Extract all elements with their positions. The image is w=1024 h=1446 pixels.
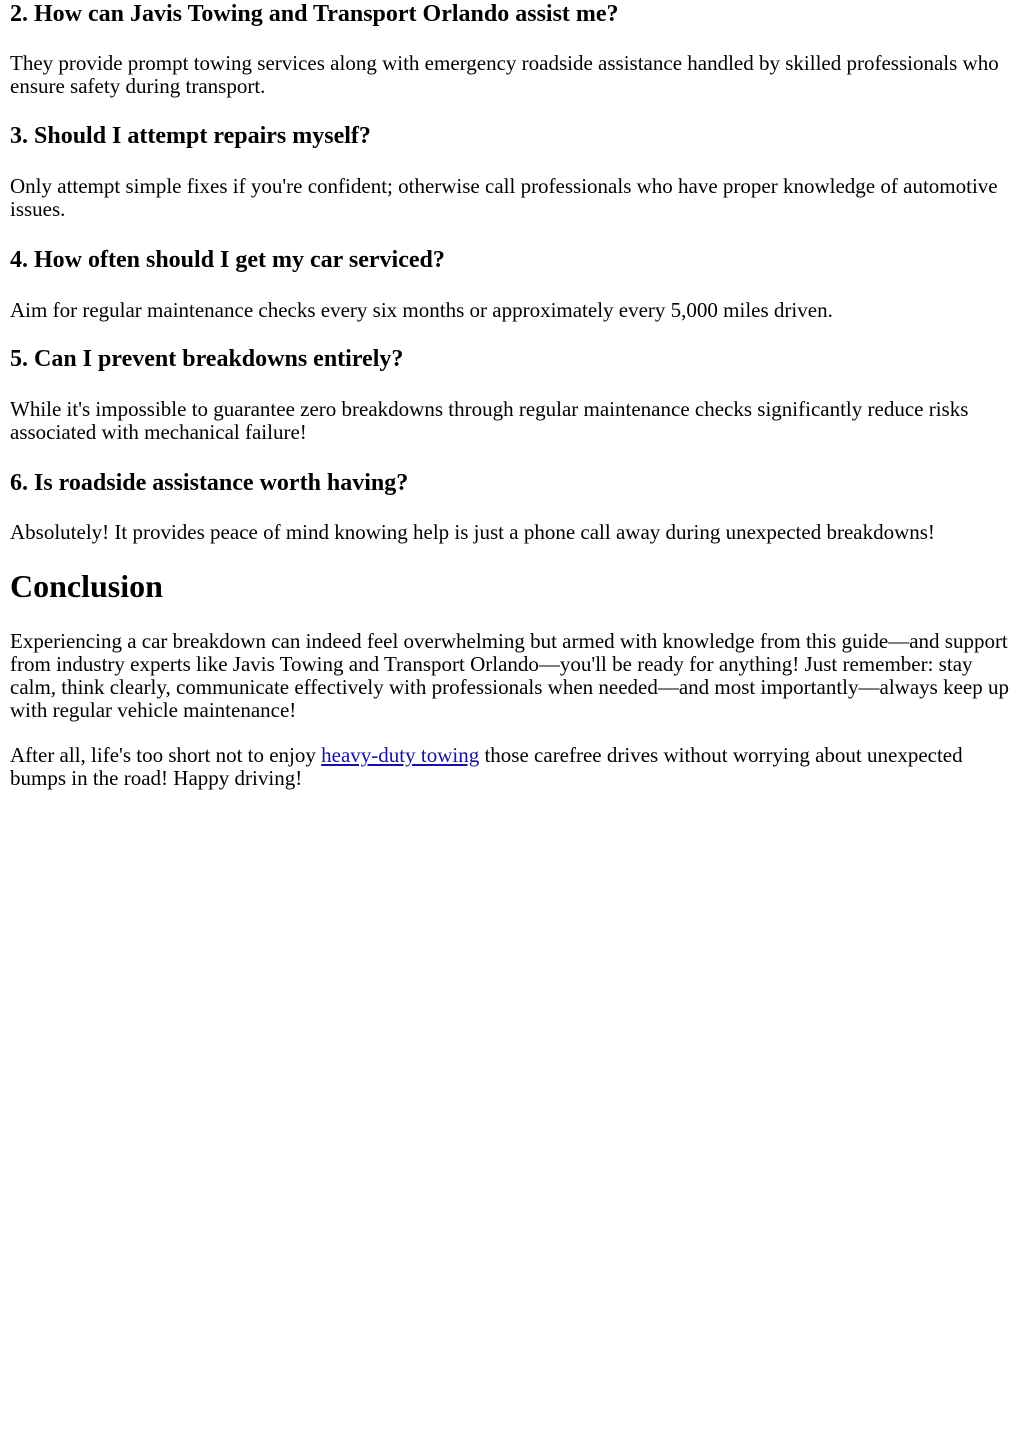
faq-answer-3: Only attempt simple fixes if you're confident; otherwise call professionals who have proper knowledge of automotive issues.: [10, 174, 998, 221]
faq-question-3: 3. Should I attempt repairs myself?: [10, 123, 371, 149]
faq-answer-5: While it's impossible to guarantee zero breakdowns through regular maintenance checks significantly reduce risks associated with mechanical failure!: [10, 397, 969, 444]
faq-question-6: 6. Is roadside assistance worth having?: [10, 470, 409, 496]
heavy-duty-towing-link[interactable]: heavy-duty towing: [321, 743, 480, 767]
faq-answer-2: They provide prompt towing services along with emergency roadside assistance handled by skilled professionals who ensure safety during transport.: [10, 51, 999, 98]
conclusion-paragraph-2-start: After all, life's too short not to enjoy: [10, 743, 322, 767]
conclusion-paragraph-2: [10, 744, 1010, 790]
faq-answer-4: Aim for regular maintenance checks every six months or approximately every 5,000 miles driven.: [10, 298, 833, 322]
conclusion-paragraph-2-end: those carefree drives without worrying about unexpected bumps in the road! Happy driving!: [10, 743, 963, 790]
faq-question-4: 4. How often should I get my car serviced?: [10, 247, 445, 273]
faq-answer-6: Absolutely! It provides peace of mind knowing help is just a phone call away during unexpected breakdowns!: [10, 520, 935, 544]
faq-question-2: 2. How can Javis Towing and Transport Orlando assist me?: [10, 1, 619, 27]
faq-question-5: 5. Can I prevent breakdowns entirely?: [10, 346, 404, 372]
conclusion-heading: Conclusion: [10, 568, 163, 604]
conclusion-paragraph-1: Experiencing a car breakdown can indeed feel overwhelming but armed with knowledge from this guide—and support from industry experts like Javis Towing and Transport Orlando—you'll be ready for anything! Just remember: stay calm, think clearly, communicate effectively with professionals when needed—and most importantly—always keep up with regular vehicle maintenance!: [10, 629, 1009, 722]
